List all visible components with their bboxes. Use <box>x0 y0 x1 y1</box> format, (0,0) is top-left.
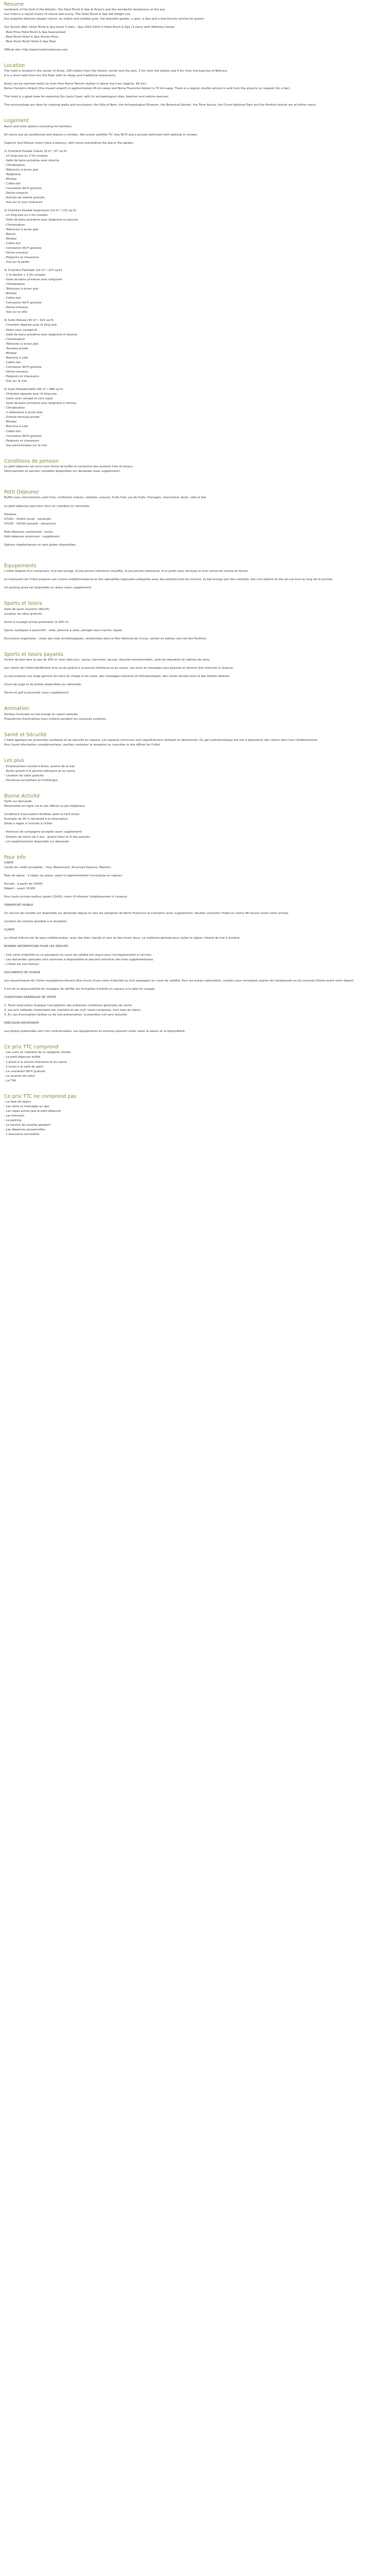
text-line: - Salle de bains privative avec baignoire <box>4 278 62 282</box>
text-line: Petit-déjeuner américain : supplément <box>4 535 60 538</box>
text-line: - La connexion Wi-Fi gratuite <box>4 1070 45 1073</box>
section-heading: Petit Déjeuner <box>4 489 39 496</box>
spacer <box>4 900 387 903</box>
text-line: Centre de bien-être et spa de 500 m² avec bain turc, sauna, hammam, jacuzzi, douches émotionnelles, salle de relaxation et cabines de soins. <box>4 658 211 662</box>
text-line: - Les demandes spéciales sont soumises à disponibilité et peuvent entraîner des frais supplémentaires. <box>4 958 154 961</box>
text-line: Landmark of the Gulf of the Adriatic: the Hotel Rivoli & Spa at Anzio's and the wonderful rendezvous at the sea. <box>4 8 166 12</box>
section-spacer <box>4 448 387 459</box>
text-line: 2) Chambre Double Supérieure (14 m² / 151 sq ft) <box>4 209 76 213</box>
section-14 <box>4 1094 387 1138</box>
text-line: - Les boissons <box>4 1114 25 1118</box>
section-5 <box>4 563 387 590</box>
text-line: - Vue sur la ville <box>4 311 27 314</box>
section-8 <box>4 706 387 721</box>
text-line: - Coffre-fort <box>4 242 21 245</box>
text-line: L'hôtel dispose d'un restaurant, d'un bar-lounge, d'une piscine intérieure chauffée, d'une piscine extérieure, d'un jardin avec terrasse et d'un centre de remise en forme. <box>4 570 249 573</box>
text-line: - Télévision à écran plat <box>4 168 39 172</box>
text-line: DOCUMENTS DE VOYAGE <box>4 971 41 974</box>
text-line: - Salle de bains privative avec baignoire et douche <box>4 333 78 336</box>
text-line: - L'accès à la piscine intérieure et au sauna <box>4 1060 67 1064</box>
text-line: - Salle de bains privative avec douche <box>4 159 59 162</box>
text-line: 4) Suite Deluxe (30 m² / 323 sq ft) <box>4 319 54 323</box>
text-line: - L'assurance annulation <box>4 1133 40 1137</box>
spacer <box>4 891 387 895</box>
text-line: - Les dépenses personnelles <box>4 1128 45 1132</box>
section-10 <box>4 758 387 783</box>
text-line: - Minibar <box>4 292 17 296</box>
text-line: Solde à régler à l'arrivée à l'hôtel. <box>4 822 53 826</box>
text-line: Programme d'animations pour enfants pendant les vacances scolaires. <box>4 717 107 721</box>
spacer <box>4 984 387 987</box>
section-spacer <box>4 1083 387 1094</box>
text-line: Superior and Deluxe rooms have a balcony, with some overlooking the sea or the garden. <box>4 141 134 145</box>
section-9 <box>4 732 387 748</box>
text-line: - Le petit-déjeuner buffet <box>4 1056 41 1059</box>
spacer <box>4 1018 387 1021</box>
section-heading: Sports et loisirs <box>4 601 42 607</box>
text-line: - Climatisation <box>4 223 25 227</box>
spacer <box>4 78 387 82</box>
text-line: - La taxe de séjour <box>4 1100 31 1104</box>
text-line: - Lit king-size ou 2 lits simples <box>4 154 48 158</box>
text-line: 1) Chambre Double Classic (9 m² / 97 sq ft) <box>4 149 67 153</box>
text-line: BONNES INFORMATIONS POUR LES SÉJOURS <box>4 945 69 948</box>
text-line: Le spa propose une large gamme de soins du visage et du corps, des massages relaxants et thérapeutiques, des rituels de bien-être et des forfaits détente. <box>4 675 231 679</box>
text-line: The hotel is a great base for exploring the Lazio Coast, with its archaeological sites, beaches and nature reserves. <box>4 95 169 99</box>
text-line: - Les nuits en chambre de la catégorie choisie <box>4 1051 71 1055</box>
text-line: - Connexion Wi-Fi gratuite <box>4 301 42 305</box>
text-line: Our Tourist offer: Hotel Rivoli & Spa Anzio 3 stars - Spa 2023-2024 in Hotel Rivoli & Spa (3 stars) with Wellness Center. <box>4 26 175 29</box>
text-line: - Chambre séparée avec lit king-size <box>4 324 57 327</box>
text-line: - Terrasse privée <box>4 347 28 350</box>
spacer <box>4 315 387 318</box>
text-line: Un parking privé est disponible sur place (avec supplément). <box>4 586 92 590</box>
spacer <box>4 44 387 48</box>
text-line: - Salon avec canapé et coin repas <box>4 397 53 401</box>
text-line: - Articles de toilette gratuits <box>4 196 45 200</box>
text-line: 3. En cas d'annulation tardive ou de non-présentation, la première nuit sera facturée. <box>4 1013 128 1016</box>
text-line: - Connexion Wi-Fi gratuite <box>4 246 42 250</box>
spacer <box>4 633 387 637</box>
text-line: 2. Les prix indiqués s'entendent par chambre et par nuit, taxes comprises, hors taxe de séjour. <box>4 1008 141 1012</box>
spacer <box>4 878 387 882</box>
text-line: - Vue sur la mer <box>4 380 27 383</box>
text-line: Arrivée : à partir de 14h00 <box>4 883 43 886</box>
text-line: Official site: http://www.hotelrivolianzio.com <box>4 48 68 52</box>
section-spacer <box>4 474 387 489</box>
text-line: - Balcon <box>4 232 16 236</box>
section-1 <box>4 63 387 108</box>
text-line: Un service de navette est disponible sur demande depuis et vers les aéroports de Rome Fiumicino et Ciampino (avec supplément). Veuillez contacter l'hôtel au moins 48 heures avant votre arrivée. <box>4 912 289 916</box>
section-heading: Les plus <box>4 758 24 764</box>
text-line: Excursions organisées : visite des sites archéologiques, randonnées dans le Parc National du Circeo, sorties en bateau vers les îles Pontines. <box>4 637 207 640</box>
text-line: - Best Price Hotel Rivoli & Spa Guaranteed <box>4 30 66 34</box>
section-spacer <box>4 641 387 652</box>
text-line: Pour toute arrivée tardive (après 22h00), merci d'informer l'établissement à l'avance. <box>4 895 128 899</box>
spacer <box>4 809 387 812</box>
section-heading: Logement <box>4 118 29 124</box>
text-line: - Les soins et massages au spa <box>4 1105 49 1109</box>
text-line: Les ressortissants de l'Union européenne doivent être munis d'une carte d'identité ou d'un passeport en cours de validité. Pour les autres nationalités, veuillez vous renseigner auprès de l'ambassade ou du consulat d'Italie avant votre départ. <box>4 979 354 982</box>
section-spacer <box>4 783 387 793</box>
section-2 <box>4 118 387 448</box>
text-line: - Téléphone <box>4 173 21 177</box>
text-line: Taxe de séjour : à régler sur place, selon la réglementation municipale en vigueur. <box>4 874 123 878</box>
text-line: - Coffre-fort <box>4 361 21 364</box>
text-line: - Location de vélos gratuite <box>4 774 44 777</box>
text-line: Anzio can be reached easily by train from Rome Termini station in about one hour (approx. 60 km). <box>4 82 148 86</box>
text-line: - Coffre-fort <box>4 430 21 433</box>
text-line: - Minibar <box>4 237 17 241</box>
text-line: - Connexion Wi-Fi gratuite <box>4 365 42 369</box>
spacer <box>4 22 387 25</box>
text-line: Location de voitures possible à la réception. <box>4 920 68 924</box>
spacer <box>4 870 387 874</box>
section-3 <box>4 459 387 474</box>
text-line: Demi-pension et pension complète disponibles sur demande (avec supplément). <box>4 470 121 473</box>
text-line: Tarifs sur demande. <box>4 800 33 804</box>
spacer <box>4 992 387 995</box>
text-line: - Les repas autres que le petit-déjeuner <box>4 1110 61 1113</box>
text-line: The hotel is located in the center of Anzio, 200 meters from the historic center and the port, 3 km from the station and 4 km from the beaches of Nettuno. <box>4 70 228 73</box>
spacer <box>4 265 387 268</box>
text-line: - Grande terrasse privée <box>4 416 40 419</box>
text-line: Soirées musicales au bar-lounge en saison estivale. <box>4 713 79 716</box>
text-line: - Coffre-fort <box>4 297 21 300</box>
text-line: The surroundings are ideal for relaxing walks and excursions: the Villa of Nero, the Archaeological Museum, the Botanical Garden, the Torre Astura, the Circeo National Park and the Pontine Islands are all within reach. <box>4 104 317 107</box>
text-line: Cartes de crédit acceptées : Visa, Mastercard, American Express, Maestro. <box>4 866 112 869</box>
text-line: Pour toute information complémentaire, veuillez contacter la réception ou consulter le site officiel de l'hôtel. <box>4 743 161 747</box>
text-line: Salle de sport (ouverte 24h/24) <box>4 607 50 611</box>
text-line: - Télévision à écran plat <box>4 342 39 346</box>
text-line: - Sèche-cheveux <box>4 370 28 374</box>
text-line: - La TVA <box>4 1079 16 1082</box>
text-line: - Peignoirs et chaussons <box>4 439 39 443</box>
text-line: - Machine à café <box>4 356 28 360</box>
text-line: - Vue sur la cour intérieure <box>4 201 43 205</box>
text-line: Our hotel is a stylish fusion of nature and luxury. The Hotel Rivoli & Spa will delight you. <box>4 13 132 16</box>
spacer <box>4 975 387 979</box>
text-line: - Best Rivoli Hotel & Spa (Anzio) Price <box>4 35 59 39</box>
text-line: - L'accès à la salle de sport <box>4 1065 43 1069</box>
text-line: Le petit-déjeuner est servi sous forme de buffet et comprend des produits frais et locaux. <box>4 465 134 469</box>
spacer <box>4 679 387 683</box>
text-line: 3) Chambre Familiale (20 m² / 215 sq ft) <box>4 268 62 272</box>
section-heading: Ce prix TTC ne comprend pas <box>4 1093 76 1099</box>
text-line: 1. Toute réservation implique l'acceptation des présentes conditions générales de vente. <box>4 1004 133 1007</box>
spacer <box>4 146 387 149</box>
section-spacer <box>4 108 387 118</box>
spacer <box>4 687 387 691</box>
text-line: - Minibar <box>4 420 17 424</box>
text-line: - Sèche-cheveux <box>4 306 28 310</box>
text-line: Horaires : <box>4 513 19 516</box>
text-line: - Sèche-cheveux <box>4 192 28 195</box>
text-line: - Personnel accueillant et multilingue <box>4 778 58 782</box>
spacer <box>4 539 387 543</box>
section-heading: Animation <box>4 706 29 712</box>
spacer <box>4 1000 387 1004</box>
text-line: - Accès gratuit à la piscine intérieure et au sauna <box>4 769 75 773</box>
spacer <box>4 99 387 103</box>
text-line: Le restaurant de l'hôtel propose une cuisine méditerranéenne et des spécialités régionales préparées avec des produits frais du marché. Le bar-lounge sert des cocktails, des vins italiens et des en-cas tout au long de la journée. <box>4 578 333 582</box>
section-0 <box>4 2 387 53</box>
text-line: Accès à la plage privée partenaire (à 300 m) <box>4 620 69 624</box>
section-heading: Équipements <box>4 563 37 569</box>
text-line: - Lit king-size ou 2 lits simples <box>4 214 48 217</box>
spacer <box>4 663 387 666</box>
text-line: Our property features elegant rooms, an indoor and outdoor pool, the beautiful garden, a gym, a Spa and a free bicycle service for guests. <box>4 18 205 21</box>
text-line: - Chambre séparée avec lit king-size <box>4 393 57 396</box>
spacer <box>4 384 387 387</box>
section-heading: Pour info <box>4 854 26 860</box>
text-line: - Le service de navette aéroport <box>4 1124 51 1127</box>
text-line: - Salle de bains privative avec baignoire ou douche <box>4 218 78 222</box>
section-6 <box>4 601 387 641</box>
text-line: Les photos présentées sont non contractuelles. Les équipements et services peuvent varier selon la saison et la disponibilité. <box>4 1030 186 1033</box>
text-line: Tennis et golf à proximité (avec supplément). <box>4 691 70 695</box>
section-heading: Ce prix TTC comprend <box>4 1044 59 1050</box>
section-heading: Bonne Activité <box>4 793 40 799</box>
text-line: Le petit-déjeuner peut être servi en chambre sur demande. <box>4 504 90 508</box>
section-heading: Santé et Sécurité <box>4 732 47 738</box>
text-line: - Climatisation <box>4 283 25 286</box>
text-line: Acompte de 30 % demandé à la réservation. <box>4 818 69 821</box>
spacer <box>4 916 387 920</box>
section-spacer <box>4 844 387 855</box>
text-line: - Best Anzio Rivoli Hotel & Spa Deal <box>4 40 56 43</box>
spacer <box>4 582 387 586</box>
spacer <box>4 129 387 133</box>
text-line: Départ : avant 11h00 <box>4 887 36 891</box>
spacer <box>4 205 387 209</box>
text-line: - Télévision à écran plat <box>4 228 39 231</box>
text-line: - Emplacement central à Anzio, proche de la mer <box>4 765 75 768</box>
text-line: - Peignoirs et chaussons <box>4 375 39 378</box>
text-line: - L'hôtel est non-fumeur. <box>4 962 40 966</box>
text-line: - Connexion Wi-Fi gratuite <box>4 187 42 191</box>
spacer <box>4 527 387 530</box>
spacer <box>4 501 387 504</box>
text-line: Sports nautiques à proximité : voile, planche à voile, plongée sous-marine, kayak. <box>4 629 123 632</box>
text-line: PRÉCISION IMPORTANTE <box>4 1021 39 1025</box>
section-heading: Sports et loisirs payants <box>4 651 63 657</box>
text-line: Rome Ciampino Airport (the closest airport) is approximately 45 km away and Rome Fiumicino Airport is 70 km away. There is a regular shuttle service to and from the airports on request (for a fee). <box>4 87 290 91</box>
section-spacer <box>4 1034 387 1044</box>
spacer <box>4 574 387 578</box>
text-line: All rooms are air-conditioned and feature a minibar, flat-screen satellite TV, free Wi-Fi and a private bathroom with bathtub or shower. <box>4 133 198 137</box>
text-line: - Salon avec canapé-lit <box>4 328 37 332</box>
text-line: - Climatisation <box>4 163 25 167</box>
spacer <box>4 625 387 629</box>
text-line: - Coffre-fort <box>4 182 21 186</box>
section-spacer <box>4 722 387 732</box>
text-line: - Minibar <box>4 351 17 355</box>
section-heading: Conditions de pension <box>4 458 59 464</box>
spacer <box>4 671 387 674</box>
section-spacer <box>4 590 387 601</box>
section-spacer <box>4 748 387 758</box>
text-line: CONDITIONS GÉNÉRALES DE VENTE <box>4 995 56 999</box>
section-spacer <box>4 53 387 63</box>
text-line: - Salle de bains privative avec baignoire à remous <box>4 402 77 405</box>
text-line: L'hôtel applique les protocoles sanitaires et de sécurité en vigueur. Les espaces communs sont régulièrement nettoyés et désinfectés. Du gel hydroalcoolique est mis à disposition des clients dans tout l'établissement. <box>4 739 318 742</box>
section-spacer <box>4 696 387 706</box>
spacer <box>4 924 387 928</box>
spacer <box>4 1026 387 1029</box>
text-line: Réservation en ligne via le site officiel ou par téléphone. <box>4 805 86 808</box>
text-line: - 2 télévisions à écran plat <box>4 411 43 415</box>
section-13 <box>4 1044 387 1083</box>
page <box>0 0 391 1151</box>
spacer <box>4 908 387 911</box>
spacer <box>4 509 387 513</box>
section-heading: Location <box>4 62 25 69</box>
text-line: - Lit supplémentaire disponible sur demande <box>4 840 69 843</box>
text-line: Options végétariennes et sans gluten disponibles. <box>4 543 77 547</box>
text-line: 07h30 - 10h30 (samedi - dimanche) <box>4 522 56 526</box>
spacer <box>4 967 387 971</box>
text-line: - Peignoirs et chaussons <box>4 256 39 259</box>
section-spacer <box>4 1137 387 1147</box>
spacer <box>4 138 387 141</box>
text-line: CLIMAT <box>4 928 15 932</box>
text-line: - Connexion Wi-Fi gratuite <box>4 434 42 438</box>
text-line: Conditions d'annulation flexibles selon le tarif choisi. <box>4 813 80 817</box>
text-line: - 1 lit double + 2 lits simples <box>4 274 46 277</box>
text-line: - Enfants de moins de 3 ans : gratuit dans le lit des parents <box>4 835 90 839</box>
section-spacer <box>4 548 387 563</box>
text-line: - Une carte d'identité ou un passeport en cours de validité est requis pour l'enregistrement à l'arrivée. <box>4 953 152 957</box>
text-line: - Le parking <box>4 1119 22 1123</box>
spacer <box>4 617 387 620</box>
section-11 <box>4 793 387 844</box>
text-line: 5) Suite Présidentielle (45 m² / 484 sq ft) <box>4 388 63 392</box>
text-line: Buffet avec viennoiseries, pain frais, confitures maison, céréales, yaourts, fruits frais, jus de fruits, fromages, charcuterie, œufs, café et thé. <box>4 496 207 500</box>
spacer <box>4 91 387 95</box>
text-line: Room and suite options (including for families). <box>4 125 73 128</box>
text-line: Les clients de l'hôtel bénéficient d'un accès gratuit à la piscine intérieure et au sauna. Les soins et massages sont payants et doivent être réservés à l'avance. <box>4 667 234 670</box>
spacer <box>4 950 387 953</box>
text-line: - Télévision à écran plat <box>4 287 39 291</box>
text-line: TRANSPORT MOBILE <box>4 904 34 907</box>
text-line: - La location de vélos <box>4 1074 35 1078</box>
spacer <box>4 941 387 944</box>
section-12 <box>4 855 387 1034</box>
text-line: - Climatisation <box>4 406 25 410</box>
spacer <box>4 826 387 830</box>
text-line: Petit-déjeuner continental : inclus <box>4 530 53 534</box>
section-7 <box>4 652 387 696</box>
text-line: - Vue sur le jardin <box>4 260 30 264</box>
text-line: Location de vélos gratuite <box>4 612 42 616</box>
text-line: - Vue panoramique sur la mer <box>4 444 47 447</box>
text-line: CARTE <box>4 861 14 865</box>
text-line: Le climat d'Anzio est de type méditerranéen, avec des étés chauds et secs et des hivers doux. La meilleure période pour visiter la région s'étend de mai à octobre. <box>4 937 240 940</box>
section-heading: Resume <box>4 2 24 7</box>
text-line: Cours de yoga et de pilates disponibles sur demande. <box>4 683 82 687</box>
section-4 <box>4 489 387 548</box>
spacer <box>4 933 387 936</box>
text-line: - Sèche-cheveux <box>4 251 28 255</box>
text-line: Il est de la responsabilité du voyageur de vérifier les formalités d'entrée en vigueur à la date du voyage. <box>4 987 156 991</box>
text-line: - Minibar <box>4 178 17 181</box>
text-line: - Climatisation <box>4 337 25 341</box>
text-line: - Animaux de compagnie acceptés (avec supplément) <box>4 831 83 834</box>
text-line: It is a short walk from the Old Town with its shops and traditional restaurants. <box>4 74 117 78</box>
text-line: - Machine à café <box>4 425 28 429</box>
text-line: 07h00 - 10h00 (lundi - vendredi) <box>4 517 52 521</box>
